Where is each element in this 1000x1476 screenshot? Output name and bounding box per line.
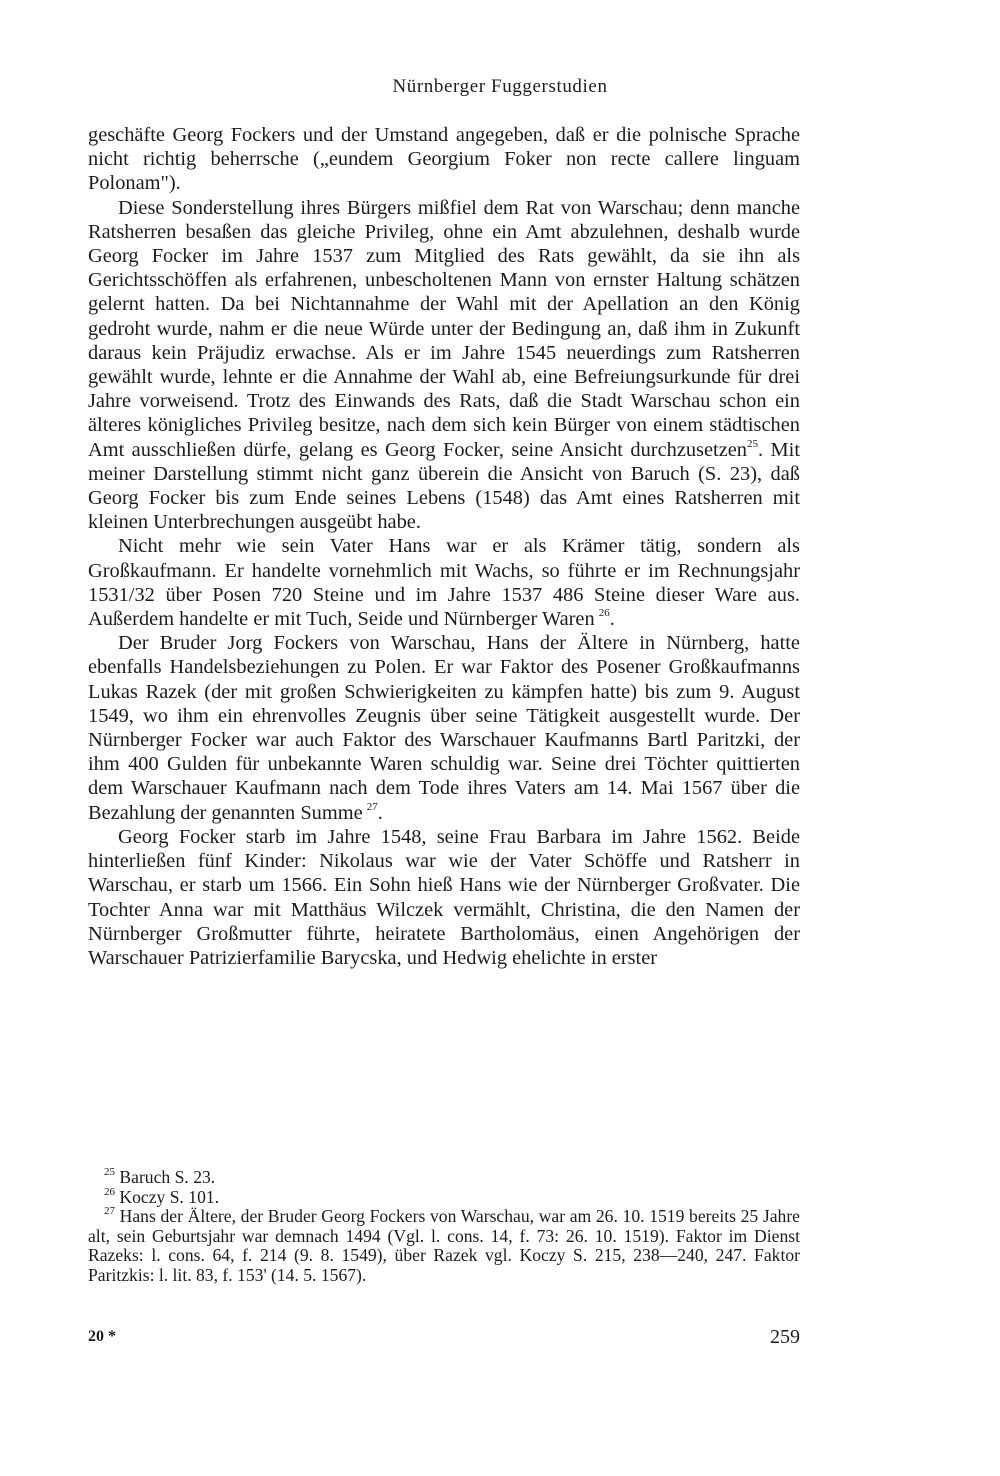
paragraph (88, 825, 800, 970)
paragraph-text: . (609, 608, 615, 631)
paragraph-text: Der Bruder Jorg Fockers von Warschau, Hans der Ältere in Nürnberg, hatte ebenfalls Handelsbeziehungen zu Polen. Er war Faktor des Posener Großkaufmanns Lukas Razek (der mit großen Schwierigkeiten zu kämpfen hatte) bis zum 9. August 1549, wo ihm ein ehrenvolles Zeugnis über seine Tätigkeit ausgestellt wurde. Der Nürnberger Focker war auch Faktor des Warschauer Kaufmanns Bartl Paritzki, der ihm 400 Gulden für unbekannte Waren schuldig war. Seine drei Töchter quittierten dem Warschauer Kaufmann nach dem Tode ihres Vaters am 14. Mai 1567 über die Bezahlung der genannten Summe (88, 632, 800, 824)
paragraph (88, 123, 800, 196)
footnote-number: 25 (104, 1166, 115, 1179)
signature-mark: 20 * (88, 1328, 116, 1345)
footnote-number: 27 (104, 1205, 115, 1218)
paragraph (88, 631, 800, 825)
footnote (88, 1207, 800, 1285)
paragraph (88, 534, 800, 631)
footnote-number: 26 (104, 1185, 115, 1198)
footnote-text: Baruch S. 23. (119, 1167, 216, 1187)
running-head: Nürnberger Fuggerstudien (392, 76, 608, 97)
footnote-ref: 25 (747, 437, 759, 450)
footnotes (88, 1168, 800, 1286)
main-text (88, 123, 800, 970)
footnote-text: Hans der Ältere, der Bruder Georg Fockers von Warschau, war am 26. 10. 1519 bereits 25 Jahre alt, sein Geburtsjahr war demnach 1494 (Vgl. l. cons. 14, f. 73: 26. 10. 1519). Faktor im Dienst Razeks: l. cons. 64, f. 214 (9. 8. 1549), über Razek vgl. Koczy S. 215, 238—240, 247. Faktor Paritzkis: l. lit. 83, f. 153' (14. 5. 1567). (88, 1206, 800, 1285)
paragraph-text: Diese Sonderstellung ihres Bürgers mißfiel dem Rat von Warschau; denn manche Ratsherren besaßen das gleiche Privileg, ohne ein Amt abzulehnen, deshalb wurde Georg Focker im Jahre 1537 zum Mitglied des Rats gewählt, da sie ihn als Gerichtsschöffen als erfahrenen, unbescholtenen Mann von ernster Haltung schätzen gelernt hatten. Da bei Nichtannahme der Wahl mit der Apellation an den König gedroht wurde, nahm er die neue Würde unter der Bedingung an, daß ihm in Zukunft daraus kein Präjudiz erwachse. Als er im Jahre 1545 neuerdings zum Ratsherren gewählt wurde, lehnte er die Annahme der Wahl ab, eine Befreiungsurkunde für drei Jahre vorweisend. Trotz des Einwands des Rats, daß die Stadt Warschau schon ein älteres königliches Privileg besitze, nach dem sich kein Bürger von einem städtischen Amt ausschließen dürfe, gelang es Georg Focker, seine Ansicht durchzusetzen (88, 196, 800, 461)
paragraph-text: geschäfte Georg Fockers und der Umstand angegeben, daß er die polnische Sprache nicht richtig beherrsche („eundem Georgium Foker non recte callere linguam Polonam"). (88, 124, 800, 195)
footnote-ref: 27 (366, 800, 378, 813)
page-footer (88, 1326, 800, 1350)
footnote-ref: 26 (598, 607, 610, 620)
paragraph (88, 196, 800, 535)
footnote (88, 1185, 800, 1208)
paragraph-text: Georg Focker starb im Jahre 1548, seine Frau Barbara im Jahre 1562. Beide hinterließen fünf Kinder: Nikolaus war wie der Vater Schöffe und Ratsherr in Warschau, er starb um 1566. Ein Sohn hieß Hans wie der Nürnberger Großvater. Die Tochter Anna war mit Matthäus Wilczek vermählt, Christina, die den Namen der Nürnberger Großmutter führte, heiratete Bartholomäus, einen Angehörigen der Warschauer Patrizierfamilie Barycska, und Hedwig ehelichte in erster (88, 825, 800, 969)
paragraph-text: . (377, 801, 383, 824)
paragraph-text: . Mit meiner Darstellung stimmt nicht ganz überein die Ansicht von Baruch (S. 23), daß Georg Focker bis zum Ende seines Lebens (1548) das Amt eines Ratsherren mit kleinen Unterbrechungen ausgeübt habe. (88, 438, 800, 534)
footnote (88, 1168, 800, 1188)
paragraph-text: Nicht mehr wie sein Vater Hans war er als Krämer tätig, sondern als Großkaufmann. Er handelte vornehmlich mit Wachs, so führte er im Rechnungsjahr 1531/32 über Posen 720 Steine und im Jahre 1537 486 Steine dieser Ware aus. Außerdem handelte er mit Tuch, Seide und Nürnberger Waren (88, 535, 800, 631)
page-number: 259 (770, 1326, 800, 1348)
footnote-text: Koczy S. 101. (119, 1186, 220, 1207)
